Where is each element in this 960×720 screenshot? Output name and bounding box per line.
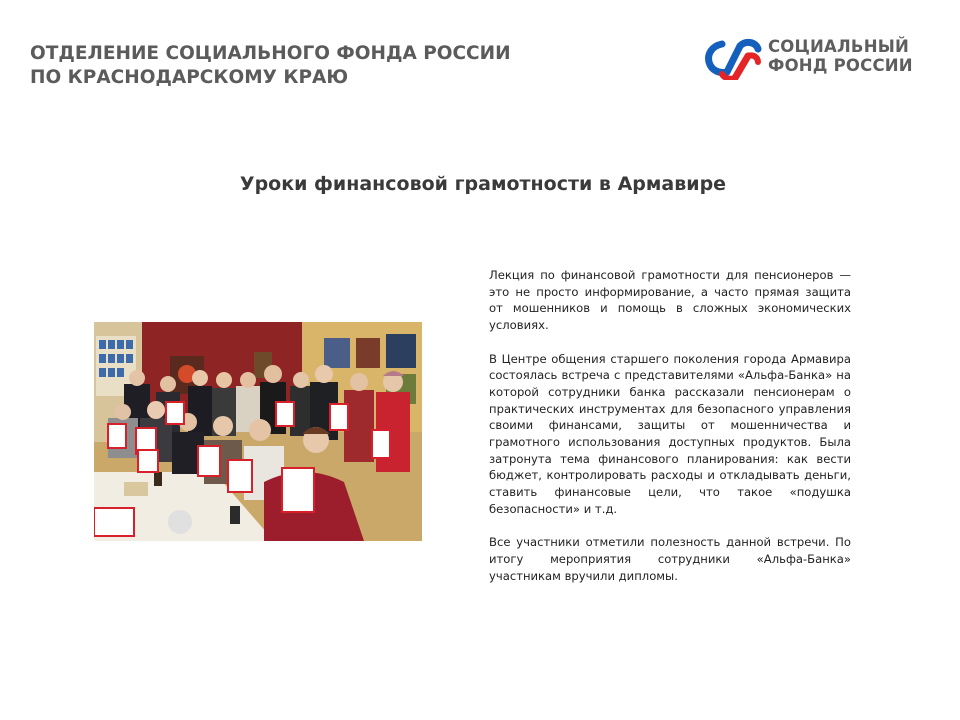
logo-text-line-2: ФОНД РОССИИ [768, 56, 913, 75]
group-photo [94, 322, 422, 541]
logo-text-line-1: СОЦИАЛЬНЫЙ [768, 37, 910, 56]
organization-title [30, 42, 511, 90]
sfr-logo [704, 34, 924, 80]
group-photo-image [94, 322, 422, 541]
article-paragraph-1: Лекция по финансовой грамотности для пенсионеров — это не просто информирование, а часто прямая защита от мошенников и помощь в сложных экономических условиях. [489, 268, 851, 333]
article-paragraph-3: Все участники отметили полезность данной встречи. По итогу мероприятия сотрудники «Альфа-Банка» участникам вручили дипломы. [489, 535, 851, 583]
article-body [489, 267, 851, 601]
article-headline: Уроки финансовой грамотности в Армавире [239, 173, 727, 195]
organization-title-line-1: ОТДЕЛЕНИЕ СОЦИАЛЬНОГО ФОНДА РОССИИ [30, 43, 511, 64]
article-paragraph-2: В Центре общения старшего поколения города Армавира состоялась встреча с представителями «Альфа-Банка» на которой сотрудники банка рассказали пенсионерам о практических инструментах для безопасного управления своими финансами, защиты от мошенничества и грамотного использования доступных продуктов. Была затронута тема финансового планирования: как вести бюджет, контролировать расходы и откладывать деньги, ставить финансовые цели, что такое «подушка безопасности» и т.д. [489, 351, 851, 516]
organization-title-line-2: ПО КРАСНОДАРСКОМУ КРАЮ [30, 67, 349, 88]
logo-text [768, 37, 913, 75]
sfr-logo-icon [704, 34, 762, 80]
